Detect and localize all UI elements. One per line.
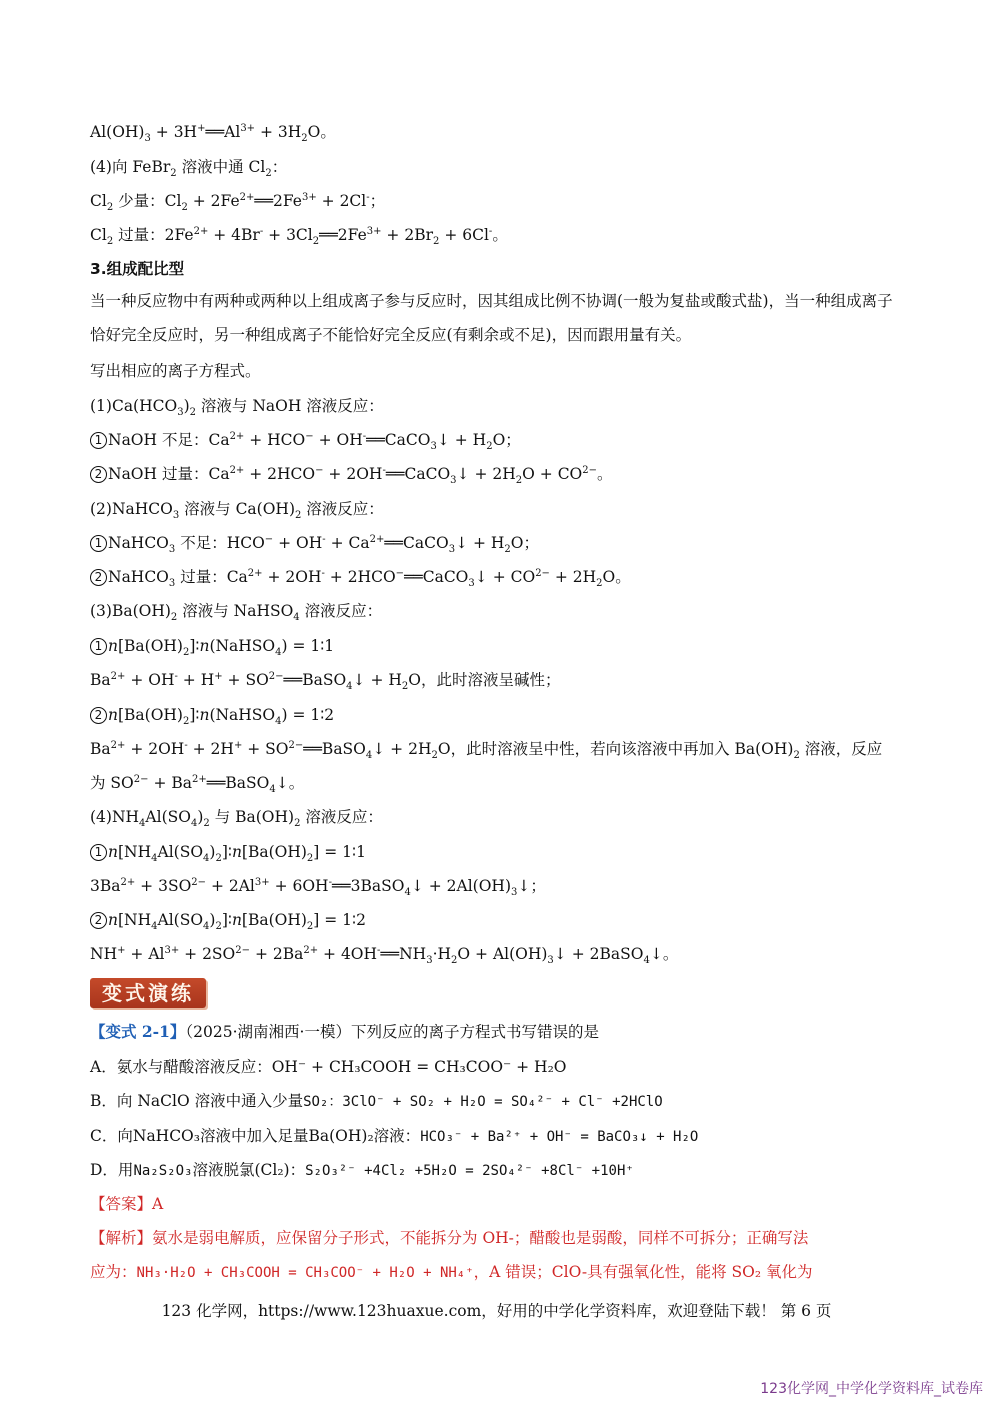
- section-paragraph: 当一种反应物中有两种或两种以上组成离子参与反应时，因其组成比例不协调(一般为复盐或酸式盐)，当一种组成离子恰好完全反应时，另一种组成离子不能恰好完全反应(有剩余或不足)，因而跟用量有关。: [90, 292, 893, 344]
- circled-number: 1: [90, 535, 107, 552]
- circled-number: 1: [90, 432, 107, 449]
- section-banner: 变式演练: [90, 978, 206, 1008]
- option-a: A．氨水与醋酸溶液反应：OH⁻ + CH₃COOH = CH₃COO⁻ + H₂O: [90, 1058, 567, 1076]
- option-d: D．用Na₂S₂O₃溶液脱氯(Cl₂)：S₂O₃²⁻ +4Cl₂ +5H₂O = 2SO₄²⁻ +8Cl⁻ +10H⁺: [90, 1161, 634, 1179]
- ratio-line: 2 $n[Ba(OH)_2]∶n(NaHSO_4)$ = 1∶2: [90, 704, 334, 726]
- equation-line: $Ba^{2+} + 2OH^- + 2H^+$ + $SO^{2-}══BaSO_4↓ + 2H_2O$，此时溶液呈中性，若向该溶液中再加入 $Ba(OH)_2$ 溶液，反应: [90, 739, 883, 762]
- ratio-line: 1 $n[Ba(OH)_2]∶n(NaHSO_4)$ = 1∶1: [90, 635, 334, 657]
- equation-line: $NH^+ + Al^{3+} + 2SO^{2-} + 2Ba^{2+}$ + $4OH^-══NH_3\cdot H_2O$ + $Al(OH)_3↓$ + 2BaSO$_4$↓。: [90, 944, 679, 967]
- section-heading: 3.组成配比型: [90, 260, 185, 278]
- circled-number: 2: [90, 912, 107, 929]
- sub-question: $(1)Ca(HCO_3)_2$ 溶液与 NaOH 溶液反应：: [90, 397, 384, 419]
- analysis-line: 【解析】氨水是弱电解质，应保留分子形式，不能拆分为 OH-；醋酸也是弱酸，同样不可拆分；正确写法: [90, 1229, 809, 1247]
- sub-question: (4)向 FeBr$_2$ 溶液中通 $Cl_2$：: [90, 158, 288, 180]
- circled-number: 2: [90, 569, 107, 586]
- analysis-line: 应为：NH₃·H₂O + CH₃COOH = CH₃COO⁻ + H₂O + NH₄⁺，A 错误；ClO-具有强氧化性，能将 SO₂ 氧化为: [90, 1263, 813, 1281]
- watermark: 123化学网_中学化学资料库_试卷库: [760, 1381, 983, 1397]
- equation-line: $Cl_2$ 少量：$Cl_2$ + $2Fe^{2+}══2Fe^{3+} + 2Cl^-$；: [90, 191, 386, 214]
- question-tag: 【变式 2-1】: [90, 1022, 186, 1041]
- option-c: C．向NaHCO₃溶液中加入足量Ba(OH)₂溶液：HCO₃⁻ + Ba²⁺ + OH⁻ = BaCO₃↓ + H₂O: [90, 1127, 699, 1145]
- sub-question: (2)NaHCO$_3$ 溶液与 $Ca(OH)_2$ 溶液反应：: [90, 500, 384, 522]
- circled-number: 2: [90, 466, 107, 483]
- page-footer: 123 化学网，https://www.123huaxue.com，好用的中学化学资料库，欢迎登陆下载！ 第 6 页: [161, 1302, 832, 1320]
- circled-number: 1: [90, 844, 107, 861]
- ratio-line: 1 $n[NH_4Al(SO_4)_2]∶n[Ba(OH)_2]$ = 1∶1: [90, 841, 366, 863]
- equation-line: 1 NaHCO$_3$ 不足：$HCO^- + OH^- + Ca^{2+}══CaCO_3↓ + H_2O$；: [90, 532, 539, 554]
- ratio-line: 2 $n[NH_4Al(SO_4)_2]∶n[Ba(OH)_2]$ = 1∶2: [90, 909, 366, 931]
- equation-line: 1 NaOH 不足：$Ca^{2+} + HCO^-$ + OH-══CaCO$_3$↓ + $H_2O$；: [90, 429, 521, 451]
- equation-line: 为 $SO^{2-}$ + $Ba^{2+}══BaSO_4↓$。: [90, 773, 305, 796]
- sub-question: $(3)Ba(OH)_2$ 溶液与 NaHSO$_4$ 溶液反应：: [90, 602, 383, 624]
- question-stem: 【变式 2-1】（2025·湖南湘西·一模）下列反应的离子方程式书写错误的是: [90, 1022, 599, 1041]
- circled-number: 2: [90, 707, 107, 724]
- equation-line: $Ba^{2+} + OH^- + H^+$ + $SO^{2-}══BaSO_4↓ + H_2O$，此时溶液呈碱性；: [90, 670, 561, 693]
- equation-line: $Cl_2$ 过量：$2Fe^{2+} + 4Br^-$ + $3Cl_2══2Fe^{3+} + 2Br_2 + 6Cl^-$。: [90, 225, 508, 248]
- equation-line: 2 NaOH 过量：$Ca^{2+} + 2HCO^-$ + 2OH-══CaCO$_3$↓ + $2H_2O + CO^{2-}$。: [90, 463, 613, 485]
- instruction: 写出相应的离子方程式。: [90, 362, 261, 380]
- equation-line: 2 NaHCO$_3$ 过量：$Ca^{2+} + 2OH^-$ + 2HCO−══CaCO$_3$↓ + $CO^{2-} + 2H_2O$。: [90, 566, 631, 588]
- equation-line: $3Ba^{2+} + 3SO^{2-} + 2Al^{3+}$ + 6OH-══3BaSO$_4$↓ + $2Al(OH)_3↓$；: [90, 876, 546, 899]
- circled-number: 1: [90, 638, 107, 655]
- option-b: B．向 NaClO 溶液中通入少量SO₂：3ClO⁻ + SO₂ + H₂O = SO₄²⁻ + Cl⁻ +2HClO: [90, 1092, 663, 1110]
- equation-line: $Al(OH)_3$ + $3H^+══Al^{3+} + 3H_2O$。: [90, 122, 336, 145]
- sub-question: $(4)NH_4Al(SO_4)_2$ 与 $Ba(OH)_2$ 溶液反应：: [90, 808, 383, 830]
- answer-line: 【答案】A: [90, 1195, 164, 1213]
